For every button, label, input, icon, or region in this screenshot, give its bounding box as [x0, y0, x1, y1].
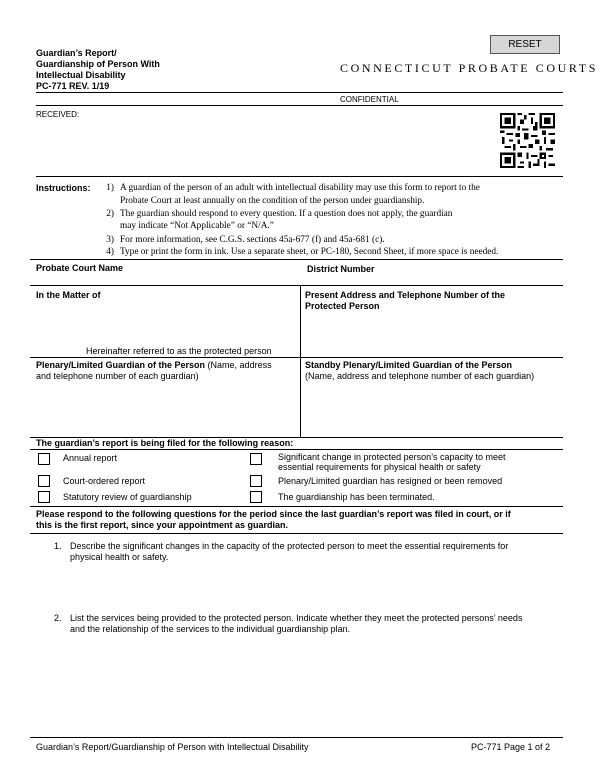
footer-page-number: PC-771 Page 1 of 2 [471, 742, 551, 752]
present-address-label [305, 290, 505, 312]
instruction-text: Probate Court at least annually on the condition of the person under guardianship. [120, 196, 425, 206]
instructions-rule [30, 259, 563, 260]
instructions-label: Instructions: [36, 183, 91, 193]
form-title-line: Guardianship of Person With [36, 59, 160, 69]
standby-guardian-label [305, 360, 563, 382]
court-ordered-checkbox[interactable] [38, 475, 50, 487]
reason-rule [30, 449, 563, 450]
guardian-resigned-checkbox[interactable] [250, 475, 262, 487]
probate-court-name-label: Probate Court Name [36, 263, 124, 273]
reason-heading: The guardian’s report is being filed for the following reason: [36, 438, 294, 448]
statutory-review-label: Statutory review of guardianship [63, 492, 192, 502]
statutory-review-checkbox[interactable] [38, 491, 50, 503]
present-address-line: Protected Person [305, 301, 380, 311]
present-address-field[interactable] [305, 316, 557, 354]
plenary-guardian-label [36, 360, 298, 382]
instruction-number: 2) [106, 209, 114, 219]
instruction-number: 1) [106, 183, 114, 193]
question-1-line: Describe the significant changes in the capacity of the protected person to meet the essential requirements for [70, 541, 509, 551]
court-ordered-label: Court-ordered report [63, 476, 146, 486]
question-1-number: 1. [54, 541, 62, 551]
annual-report-checkbox[interactable] [38, 453, 50, 465]
court-name: CONNECTICUT PROBATE COURTS [340, 61, 599, 75]
instruction-text: For more information, see C.G.S. sections 45a-677 (f) and 45a-681 (c). [120, 235, 385, 245]
instruction-text: A guardian of the person of an adult with intellectual disability may use this form to report to the [120, 183, 480, 193]
qr-code-icon [500, 113, 555, 168]
hereinafter-label: Hereinafter referred to as the protected person [86, 346, 272, 356]
instruction-text: may indicate “Not Applicable” or “N/A.” [120, 221, 274, 231]
reasons-rule [30, 506, 563, 507]
received-rule [36, 176, 563, 177]
footer-form-title: Guardian’s Report/Guardianship of Person with Intellectual Disability [36, 742, 309, 752]
confidential-rule [36, 105, 563, 106]
significant-change-checkbox[interactable] [250, 453, 262, 465]
form-number: PC-771 REV. 1/19 [36, 81, 110, 91]
plenary-guardian-note-line: and telephone number of each guardian) [36, 371, 199, 381]
plenary-guardian-note: (Name, address [205, 360, 272, 370]
form-title-line: Guardian’s Report/ [36, 48, 117, 58]
matter-rule [30, 357, 563, 358]
question-2-text [70, 613, 563, 635]
in-the-matter-of-field[interactable] [36, 303, 294, 343]
question-1-text [70, 541, 563, 563]
instruction-number: 4) [106, 247, 114, 257]
plenary-guardian-field[interactable] [36, 386, 294, 432]
instruction-text: Type or print the form in ink. Use a separate sheet, or PC-180, Second Sheet, if more space is needed. [120, 247, 499, 257]
in-the-matter-of-label: In the Matter of [36, 290, 101, 300]
probate-court-name-field[interactable] [36, 276, 298, 285]
question-1-answer-field[interactable] [54, 566, 563, 610]
question-1-line: physical health or safety. [70, 552, 169, 562]
questions-intro-line: this is the first report, since your appointment as guardian. [36, 520, 289, 530]
footer-rule [30, 737, 563, 738]
guardianship-terminated-checkbox[interactable] [250, 491, 262, 503]
instruction-text: The guardian should respond to every question. If a question does not apply, the guardian [120, 209, 453, 219]
guardian-resigned-label: Plenary/Limited guardian has resigned or been removed [278, 476, 503, 486]
question-2-line: and the relationship of the services to the individual guardianship plan. [70, 624, 351, 634]
standby-guardian-title: Standby Plenary/Limited Guardian of the Person [305, 360, 513, 370]
reset-button[interactable]: RESET [490, 35, 560, 54]
confidential-label: CONFIDENTIAL [340, 95, 399, 104]
instruction-number: 3) [106, 235, 114, 245]
court-rule [30, 285, 563, 286]
question-2-line: List the services being provided to the protected person. Indicate whether they meet the protected persons’ needs [70, 613, 523, 623]
standby-guardian-note: (Name, address and telephone number of each guardian) [305, 371, 535, 381]
significant-change-label: Significant change in protected person’s capacity to meet essential requirements for physical health or safety [278, 452, 506, 472]
standby-guardian-field[interactable] [305, 386, 557, 432]
questions-intro-line: Please respond to the following questions for the period since the last guardian’s report was filed in court, or if [36, 509, 511, 519]
question-2-number: 2. [54, 613, 62, 623]
grid-divider [300, 285, 301, 437]
present-address-line: Present Address and Telephone Number of the [305, 290, 506, 300]
header-rule [36, 92, 563, 93]
district-number-field[interactable] [307, 276, 557, 285]
form-title-line: Intellectual Disability [36, 70, 126, 80]
question-2-answer-field[interactable] [54, 638, 563, 728]
questions-rule [30, 533, 563, 534]
annual-report-label: Annual report [63, 453, 118, 463]
guardianship-terminated-label: The guardianship has been terminated. [278, 492, 435, 502]
district-number-label: District Number [307, 264, 375, 274]
plenary-guardian-title: Plenary/Limited Guardian of the Person [36, 360, 206, 370]
form-title [36, 48, 160, 92]
questions-intro [36, 509, 563, 531]
received-label: RECEIVED: [36, 110, 80, 119]
